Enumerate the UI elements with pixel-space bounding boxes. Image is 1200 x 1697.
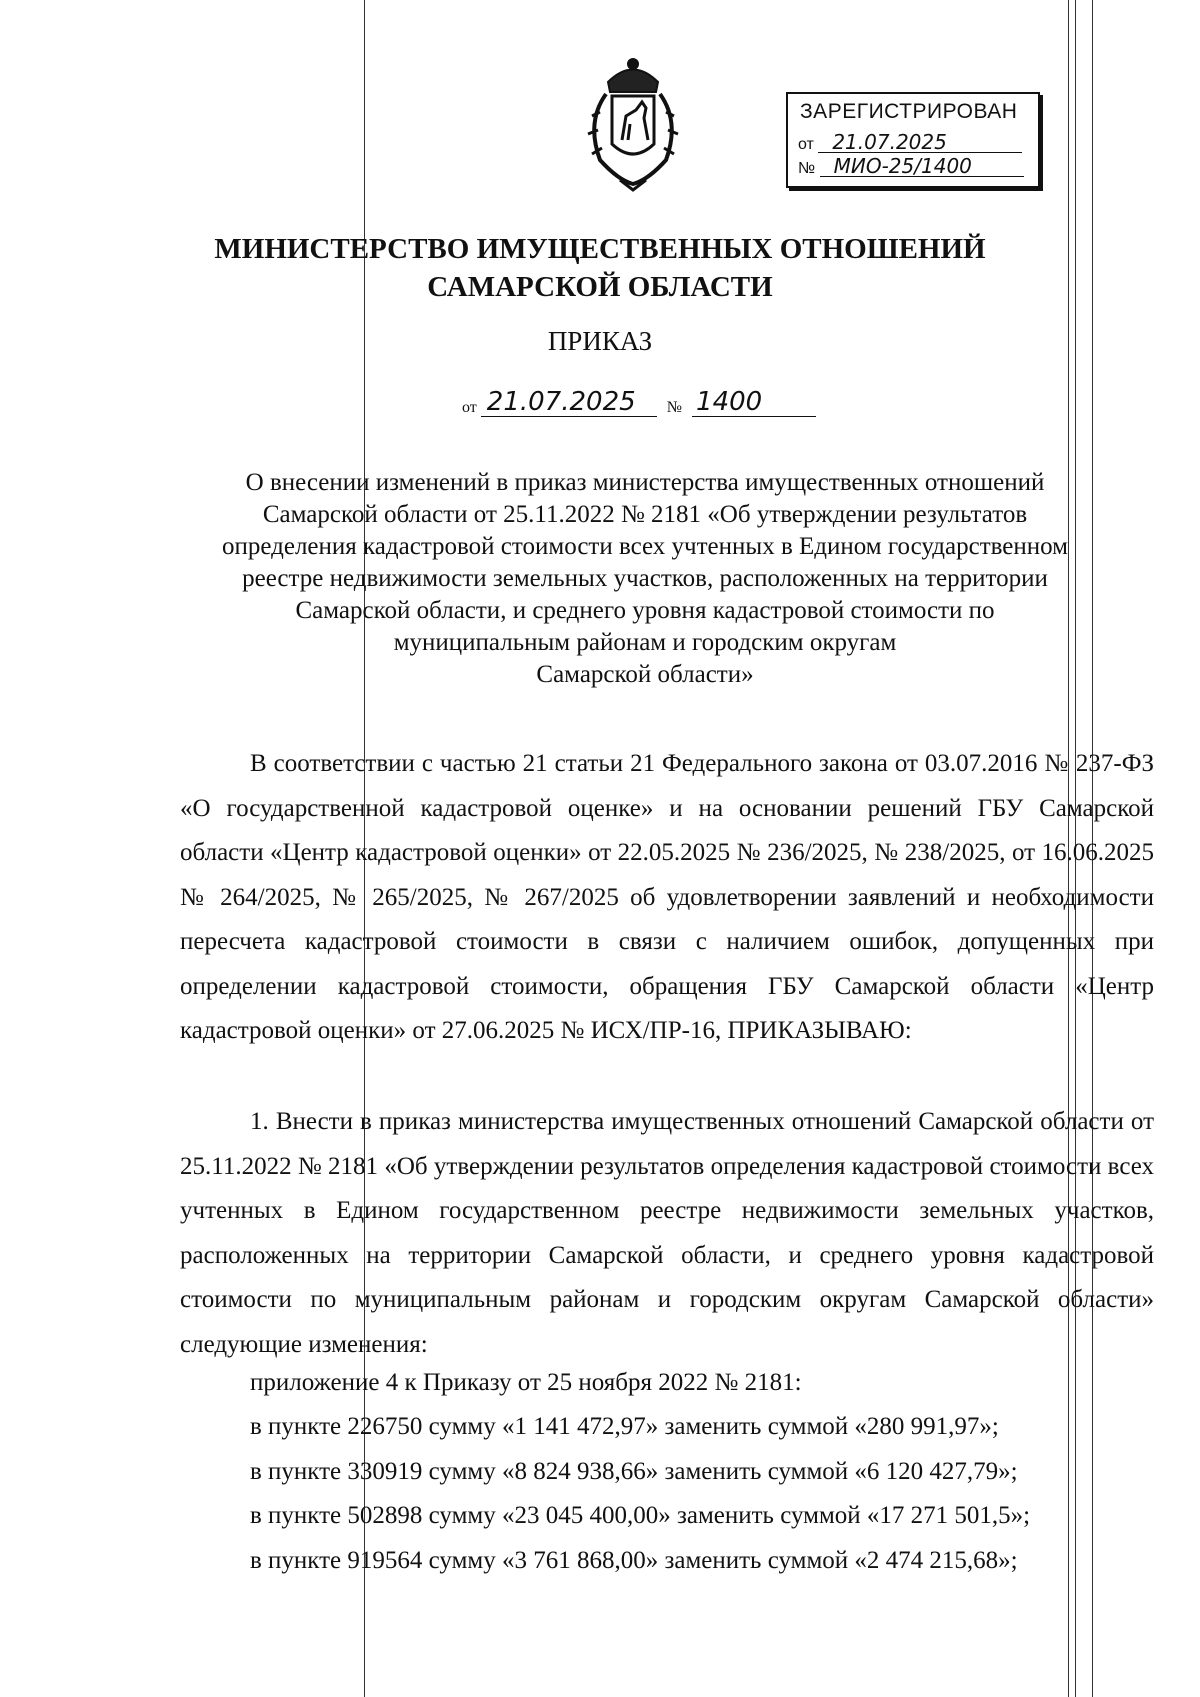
order-number: 1400 — [692, 388, 816, 417]
amendment-item: в пункте 502898 сумму «23 045 400,00» заменить суммой «17 271 501,5»; — [250, 1502, 1031, 1529]
subject-line: Самарской области» — [536, 661, 754, 688]
stamp-date-label: от — [798, 136, 814, 153]
coat-of-arms-emblem — [578, 52, 688, 192]
subject-line: Самарской области от 25.11.2022 № 2181 «Об утверждении результатов — [262, 501, 1028, 528]
stamp-date: 21.07.2025 — [818, 132, 1022, 153]
stamp-number: МИО-25/1400 — [820, 156, 1024, 177]
amendment-item: в пункте 919564 сумму «3 761 868,00» заменить суммой «2 474 215,68»; — [250, 1547, 1018, 1574]
order-date: 21.07.2025 — [481, 388, 657, 417]
ministry-line-2: САМАРСКОЙ ОБЛАСТИ — [427, 271, 773, 303]
stamp-title: ЗАРЕГИСТРИРОВАН — [800, 100, 1018, 123]
stamp-date-row — [798, 132, 1022, 154]
order-subject — [150, 467, 1140, 691]
order-date-label: от — [462, 399, 477, 416]
stamp-number-label: № — [798, 160, 816, 177]
stamp-number-row — [798, 156, 1024, 178]
subject-line: муниципальным районам и городским округам — [393, 629, 897, 656]
amendment-item: приложение 4 к Приказу от 25 ноября 2022 № 2181: — [250, 1369, 802, 1396]
amendment-item: в пункте 226750 сумму «1 141 472,97» заменить суммой «280 991,97»; — [250, 1413, 999, 1440]
registration-stamp — [786, 92, 1040, 188]
ministry-line-1: МИНИСТЕРСТВО ИМУЩЕСТВЕННЫХ ОТНОШЕНИЙ — [214, 233, 986, 265]
ministry-heading — [0, 230, 1200, 306]
subject-line: Самарской области, и среднего уровня кадастровой стоимости по — [295, 597, 995, 624]
order-date-number — [462, 388, 816, 417]
body-paragraph-2: 1. Внести в приказ министерства имущественных отношений Самарской области от 25.11.2022 № 2181 «Об утверждении результатов определения кадастровой стоимости всех учтенных в Едином государственном реестре недвижимости земельных участков, расположенных на территории Самарской области, и среднего уровня кадастровой стоимости по муниципальным районам и городским округам Самарской области» следующие изменения: — [180, 1108, 1154, 1358]
subject-line: реестре недвижимости земельных участков, расположенных на территории — [242, 565, 1048, 592]
amendment-item: в пункте 330919 сумму «8 824 938,66» заменить суммой «6 120 427,79»; — [250, 1458, 1018, 1485]
subject-line: О внесении изменений в приказ министерства имущественных отношений — [245, 469, 1045, 496]
body-paragraph-1: В соответствии с частью 21 статьи 21 Федерального закона от 03.07.2016 № 237-ФЗ «О государственной кадастровой оценке» и на основании решений ГБУ Самарской области «Центр кадастровой оценки» от 22.05.2025 № 236/2025, № 238/2025, от 16.06.2025 № 264/2025, № 265/2025, № 267/2025 об удовлетворении заявлений и необходимости пересчета кадастровой стоимости в связи с наличием ошибок, допущенных при определении кадастровой стоимости, обращения ГБУ Самарской области «Центр кадастровой оценки» от 27.06.2025 № ИСХ/ПР-16, ПРИКАЗЫВАЮ: — [180, 750, 1154, 1044]
order-title: ПРИКАЗ — [547, 326, 653, 356]
subject-line: определения кадастровой стоимости всех учтенных в Едином государственном — [222, 533, 1068, 560]
order-number-label: № — [666, 399, 683, 416]
